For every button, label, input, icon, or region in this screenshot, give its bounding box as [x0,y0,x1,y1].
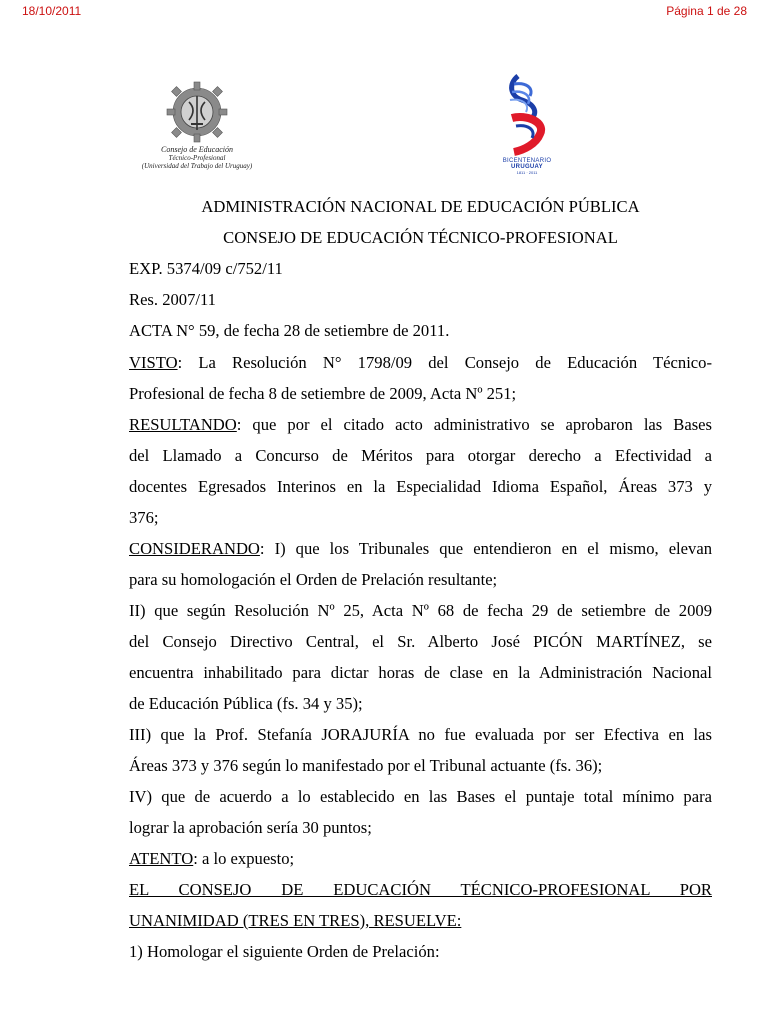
visto-text: Profesional de fecha 8 de setiembre de 2009, Acta Nº 251; [129,384,517,403]
page-number: Página 1 de 28 [666,4,747,18]
resultando-text: : que por el citado acto administrativo se aprobaron las Bases [236,415,712,434]
doc-title: ADMINISTRACIÓN NACIONAL DE EDUCACIÓN PÚBLICA [201,197,640,216]
logo-caption-line: BICENTENARIO [502,158,552,164]
logo-caption-line: URUGUAY [511,164,543,170]
visto-text: : La Resolución N° 1798/09 del Consejo de Educación Técnico- [177,353,712,372]
gear-emblem-icon [165,80,229,146]
visto-label: VISTO [129,353,178,372]
considerando-ii-text: del Consejo Directivo Central, el Sr. Alberto José PICÓN MARTÍNEZ, se [129,632,712,651]
resultando-text: 376; [129,508,159,527]
resuelve-heading: UNANIMIDAD (TRES EN TRES), RESUELVE: [129,911,462,930]
considerando-iv-text: IV) que de acuerdo a lo establecido en las Bases el puntaje total mínimo para [129,787,712,806]
atento-paragraph [129,849,712,869]
considerando-text: : I) que los Tribunales que entendieron en el mismo, elevan [259,539,712,558]
resolution-line: Res. 2007/11 [129,290,216,309]
expediente-line: EXP. 5374/09 c/752/11 [129,259,283,278]
resuelve-heading: EL CONSEJO DE EDUCACIÓN TÉCNICO-PROFESIONAL POR [129,880,712,899]
resultando-label: RESULTANDO [129,415,237,434]
considerando-iii-text: III) que la Prof. Stefanía JORAJURÍA no fue evaluada por ser Efectiva en las [129,725,712,744]
considerando-paragraph [129,539,712,559]
visto-paragraph [129,353,712,373]
bicentenario-ribbon-icon [504,74,550,156]
considerando-ii-text: de Educación Pública (fs. 34 y 35); [129,694,363,713]
cetp-logo [128,80,266,180]
considerando-ii-text: II) que según Resolución Nº 25, Acta Nº 68 de fecha 29 de setiembre de 2009 [129,601,712,620]
atento-text: : a lo expuesto; [193,849,295,868]
considerando-iii-text: Áreas 373 y 376 según lo manifestado por el Tribunal actuante (fs. 36); [129,756,603,775]
logo-caption-line: Consejo de Educación [161,145,233,154]
logo-caption-line: 1811 · 2011 [516,170,538,175]
doc-subtitle: CONSEJO DE EDUCACIÓN TÉCNICO-PROFESIONAL [223,228,618,247]
logo-caption-line: Técnico-Profesional [168,154,226,162]
atento-label: ATENTO [129,849,194,868]
resultando-text: del Llamado a Concurso de Méritos para otorgar derecho a Efectividad a [129,446,712,465]
print-date: 18/10/2011 [22,4,82,18]
considerando-ii-text: encuentra inhabilitado para dictar horas de clase en la Administración Nacional [129,663,712,682]
acta-line: ACTA N° 59, de fecha 28 de setiembre de 2011. [129,321,450,340]
considerando-label: CONSIDERANDO [129,539,260,558]
resultando-paragraph [129,415,712,435]
resolution-item: 1) Homologar el siguiente Orden de Prelación: [129,942,440,961]
bicentenario-logo [496,74,558,186]
resultando-text: docentes Egresados Interinos en la Especialidad Idioma Español, Áreas 373 y [129,477,712,496]
considerando-text: para su homologación el Orden de Prelación resultante; [129,570,498,589]
considerando-iv-text: lograr la aprobación sería 30 puntos; [129,818,372,837]
logo-caption-line: (Universidad del Trabajo del Uruguay) [141,162,253,170]
